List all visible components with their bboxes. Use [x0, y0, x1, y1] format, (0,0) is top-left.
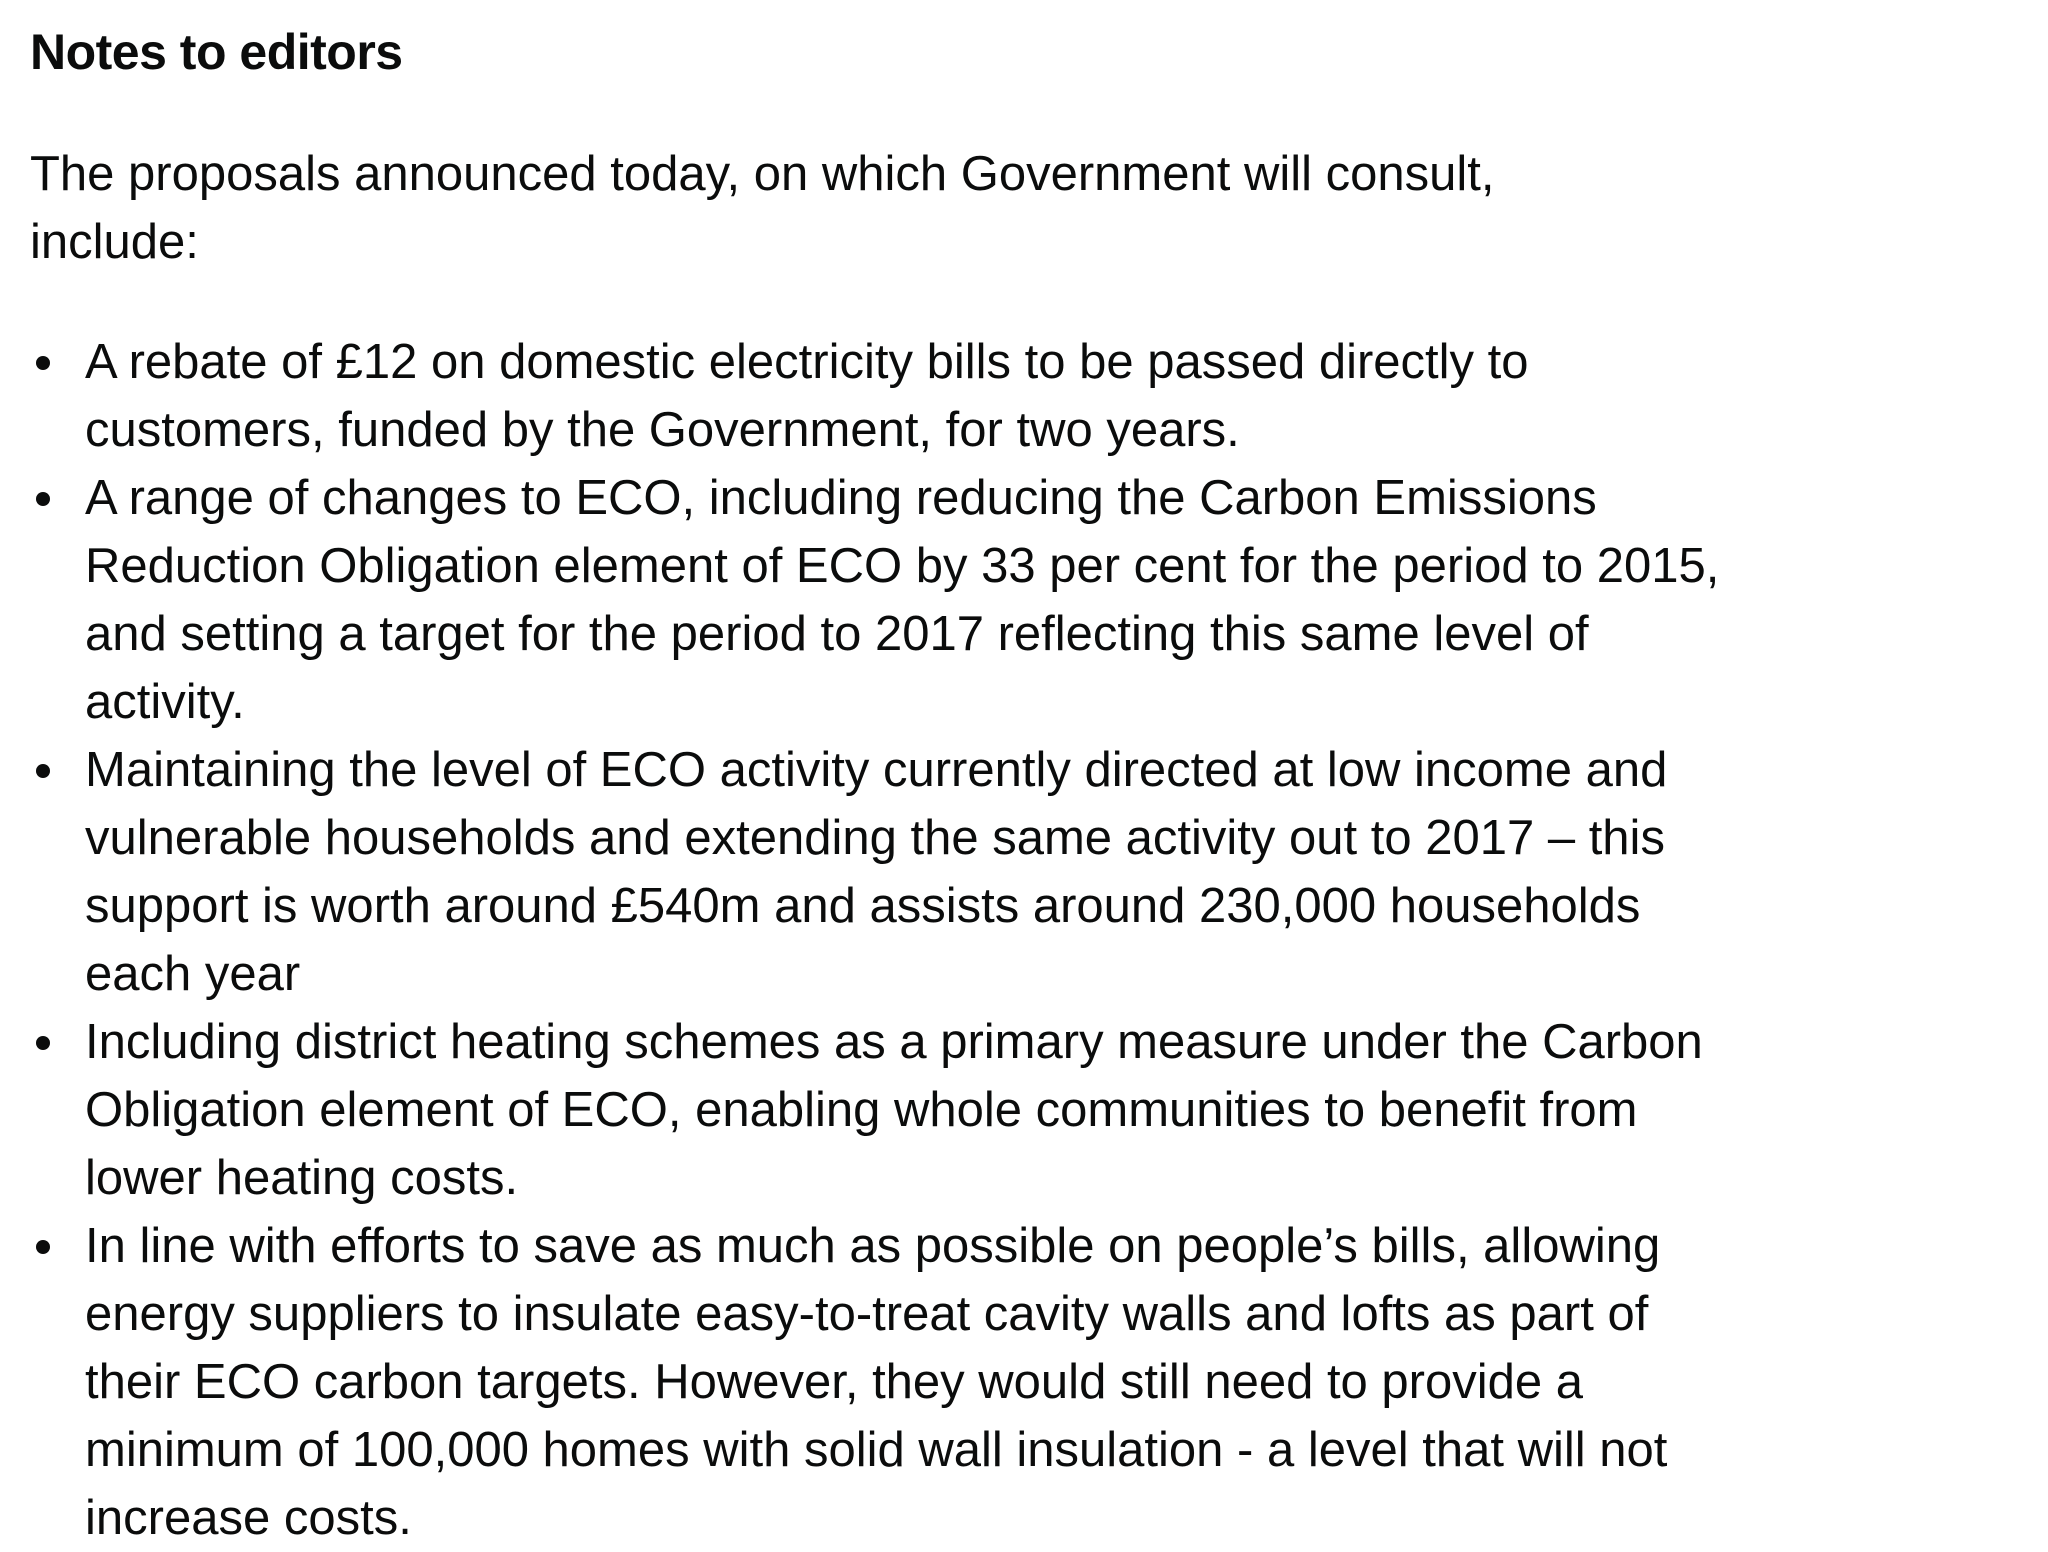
section-heading: Notes to editors [30, 24, 403, 80]
bullet-icon [36, 492, 50, 506]
list-item-text: A rebate of £12 on domestic electricity bills to be passed directly to customers, funded by the Government, for two years. [85, 335, 1529, 457]
list-item-text: Including district heating schemes as a primary measure under the Carbon Obligation element of ECO, enabling whole communities to benefit from lower heating costs. [85, 1015, 1703, 1205]
list-item [30, 464, 1730, 736]
list-item-text: Maintaining the level of ECO activity currently directed at low income and vulnerable households and extending the same activity out to 2017 – this support is worth around £540m and assists around 230,000 households each year [85, 743, 1668, 1001]
list-item [30, 328, 1730, 464]
list-item [30, 1212, 1730, 1552]
bullet-icon [36, 764, 50, 778]
list-item-text: A range of changes to ECO, including reducing the Carbon Emissions Reduction Obligation element of ECO by 33 per cent for the period to 2015, and setting a target for the period to 2017 reflecting this same level of activity. [85, 471, 1720, 729]
list-item [30, 1008, 1730, 1212]
intro-paragraph: The proposals announced today, on which Government will consult, include: [30, 147, 1495, 269]
list-item [30, 736, 1730, 1008]
bullet-icon [36, 1240, 50, 1254]
bullet-icon [36, 356, 50, 370]
proposals-list [30, 328, 1730, 1552]
list-item-text: In line with efforts to save as much as possible on people’s bills, allowing energy suppliers to insulate easy-to-treat cavity walls and lofts as part of their ECO carbon targets. However, they would still need to provide a minimum of 100,000 homes with solid wall insulation - a level that will not increase costs. [85, 1219, 1668, 1545]
bullet-icon [36, 1036, 50, 1050]
notes-to-editors-section [30, 20, 1730, 1552]
